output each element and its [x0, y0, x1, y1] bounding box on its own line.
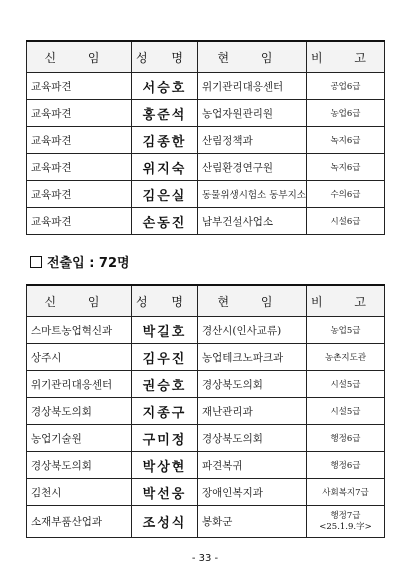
new-post-cell: 교육파견 [27, 208, 132, 235]
name-cell: 지종구 [132, 398, 198, 425]
current-post-cell: 파견복귀 [198, 452, 307, 479]
remarks-cell: 행정6급 [307, 425, 385, 452]
header-new-post: 신 임 [27, 41, 132, 73]
table-row [27, 506, 385, 538]
remarks-cell: 행정6급 [307, 452, 385, 479]
table-row [27, 479, 385, 506]
remarks-cell: 농촌지도관 [307, 344, 385, 371]
current-post-cell: 경상북도의회 [198, 425, 307, 452]
new-post-cell: 교육파견 [27, 100, 132, 127]
name-cell: 김우진 [132, 344, 198, 371]
current-post-cell: 경산시(인사교류) [198, 317, 307, 344]
new-post-cell: 경상북도의회 [27, 452, 132, 479]
header-remarks: 비 고 [307, 285, 385, 317]
remarks-cell: 농업6급 [307, 100, 385, 127]
table-row [27, 344, 385, 371]
name-cell: 권승호 [132, 371, 198, 398]
name-cell: 서승호 [132, 73, 198, 100]
section-heading [30, 252, 130, 271]
remarks-date: <25.1.9.字> [319, 521, 372, 532]
name-cell: 박선웅 [132, 479, 198, 506]
current-post-cell: 재난관리과 [198, 398, 307, 425]
table-row [27, 371, 385, 398]
header-name: 성 명 [132, 41, 198, 73]
remarks-cell: 농업5급 [307, 317, 385, 344]
remarks-cell: 시설5급 [307, 371, 385, 398]
remarks-cell: 녹지6급 [307, 154, 385, 181]
remarks-cell: 수의6급 [307, 181, 385, 208]
new-post-cell: 교육파견 [27, 154, 132, 181]
appointment-table-1 [26, 40, 385, 235]
appointment-table-2 [26, 284, 385, 538]
header-remarks: 비 고 [307, 41, 385, 73]
name-cell: 홍준석 [132, 100, 198, 127]
remarks-cell: 시설5급 [307, 398, 385, 425]
remarks-cell: 녹지6급 [307, 127, 385, 154]
table-row [27, 398, 385, 425]
header-current-post: 현 임 [198, 41, 307, 73]
new-post-cell: 농업기술원 [27, 425, 132, 452]
table-row [27, 73, 385, 100]
square-bullet-icon [30, 256, 42, 268]
remarks-cell: 공업6급 [307, 73, 385, 100]
header-current-post: 현 임 [198, 285, 307, 317]
current-post-cell: 농업테크노파크과 [198, 344, 307, 371]
new-post-cell: 스마트농업혁신과 [27, 317, 132, 344]
table-row [27, 127, 385, 154]
table-row [27, 425, 385, 452]
page-number: - 33 - [191, 553, 219, 564]
name-cell: 손동진 [132, 208, 198, 235]
current-post-cell: 동물위생시험소 동부지소 [198, 181, 307, 208]
name-cell: 조성식 [132, 506, 198, 538]
name-cell: 박길호 [132, 317, 198, 344]
table-row [27, 317, 385, 344]
name-cell: 김은실 [132, 181, 198, 208]
name-cell: 박상현 [132, 452, 198, 479]
current-post-cell: 봉화군 [198, 506, 307, 538]
current-post-cell: 농업자원관리원 [198, 100, 307, 127]
table-row [27, 208, 385, 235]
current-post-cell: 경상북도의회 [198, 371, 307, 398]
current-post-cell: 남부건설사업소 [198, 208, 307, 235]
current-post-cell: 위기관리대응센터 [198, 73, 307, 100]
table-row [27, 181, 385, 208]
section-title: 전출입 : 72명 [47, 256, 130, 271]
header-new-post: 신 임 [27, 285, 132, 317]
table-row [27, 100, 385, 127]
remarks-cell: 시설6급 [307, 208, 385, 235]
remarks-cell: 사회복지7급 [307, 479, 385, 506]
name-cell: 위지숙 [132, 154, 198, 181]
current-post-cell: 산림환경연구원 [198, 154, 307, 181]
new-post-cell: 소재부품산업과 [27, 506, 132, 538]
current-post-cell: 산림정책과 [198, 127, 307, 154]
new-post-cell: 교육파견 [27, 181, 132, 208]
remarks-cell [307, 506, 385, 538]
remarks-grade: 행정7급 [330, 510, 361, 521]
name-cell: 김종한 [132, 127, 198, 154]
header-name: 성 명 [132, 285, 198, 317]
table-row [27, 154, 385, 181]
new-post-cell: 김천시 [27, 479, 132, 506]
new-post-cell: 교육파견 [27, 73, 132, 100]
new-post-cell: 교육파견 [27, 127, 132, 154]
table-row [27, 452, 385, 479]
new-post-cell: 위기관리대응센터 [27, 371, 132, 398]
current-post-cell: 장애인복지과 [198, 479, 307, 506]
new-post-cell: 경상북도의회 [27, 398, 132, 425]
new-post-cell: 상주시 [27, 344, 132, 371]
name-cell: 구미정 [132, 425, 198, 452]
